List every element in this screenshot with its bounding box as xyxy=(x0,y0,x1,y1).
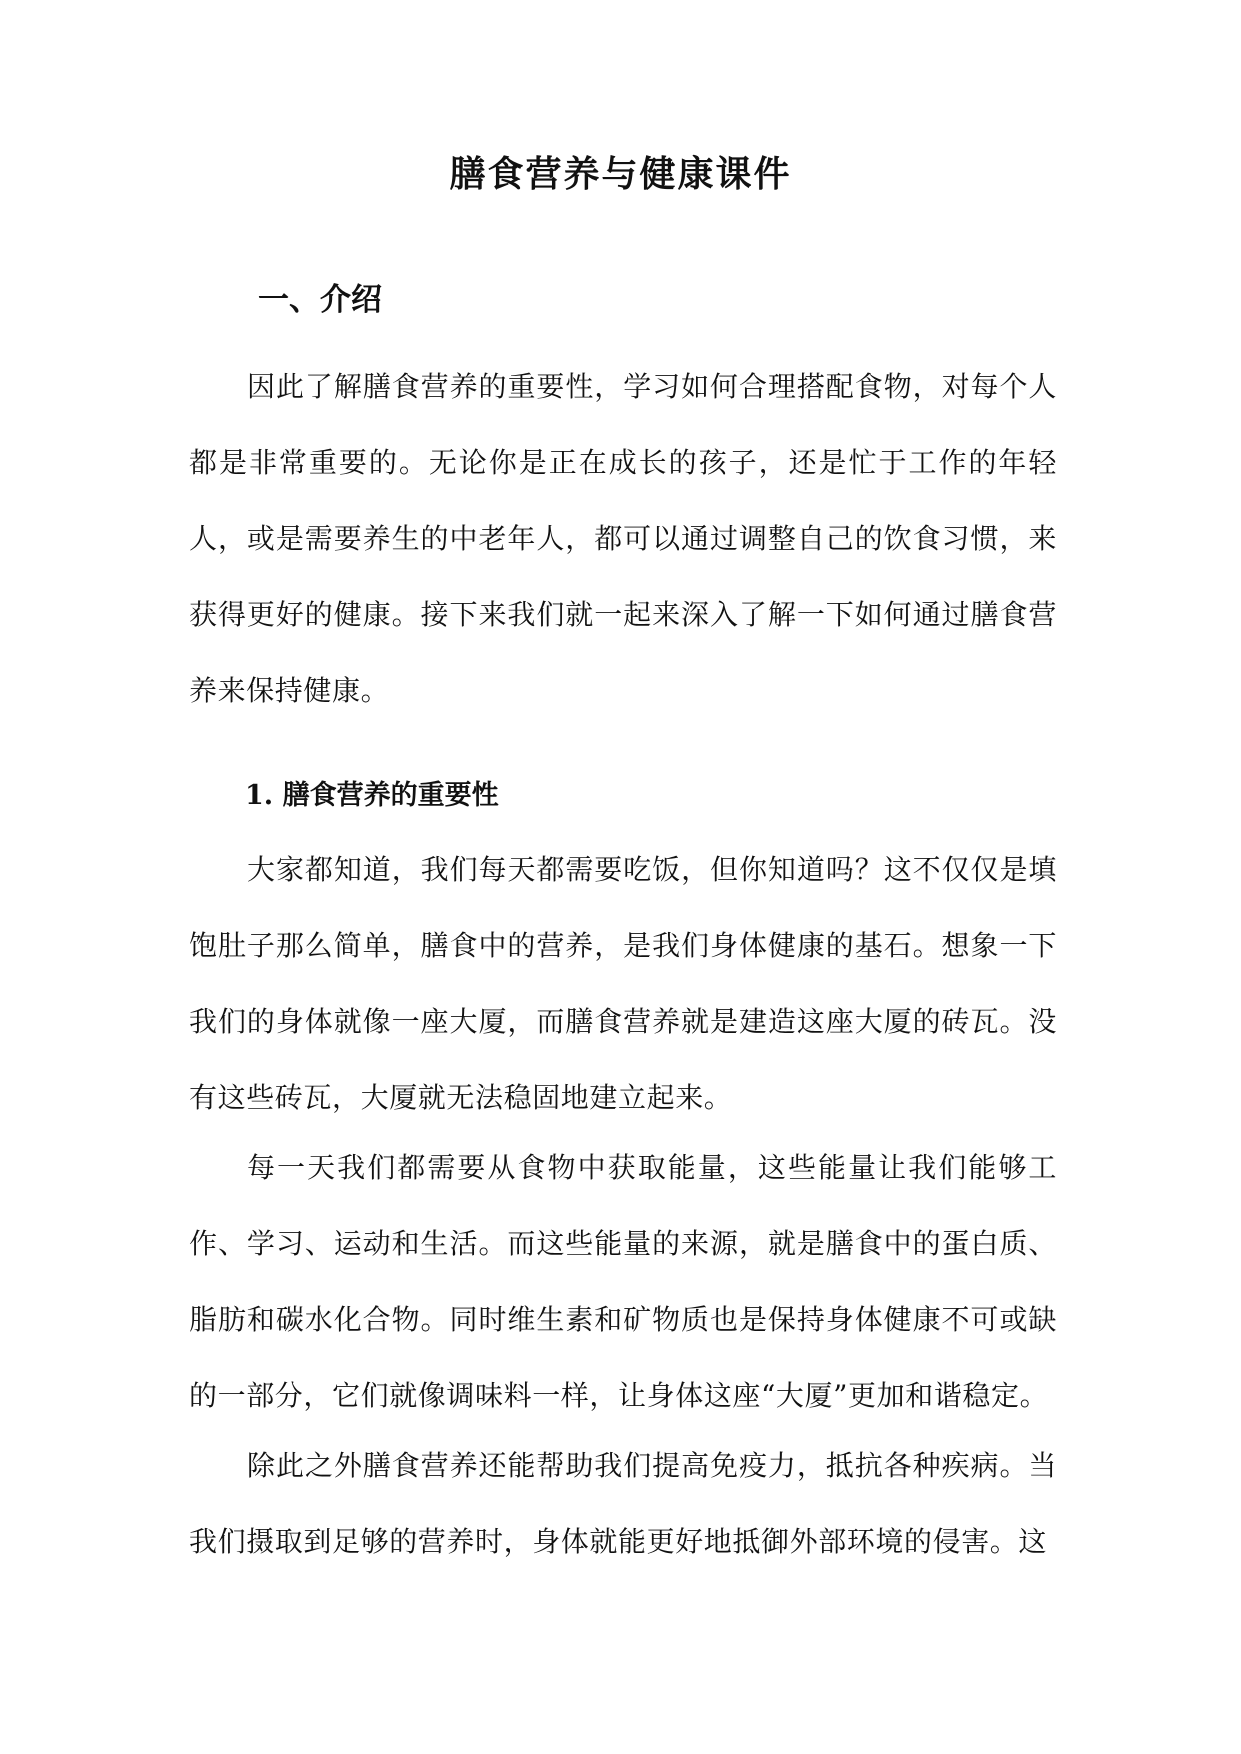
section-heading-introduction: 一、介绍 xyxy=(258,282,382,318)
intro-paragraph: 因此了解膳食营养的重要性，学习如何合理搭配食物，对每个人都是非常重要的。无论你是正在成长的孩子，还是忙于工作的年轻人，或是需要养生的中老年人，都可以通过调整自己的饮食习惯，来获得更好的健康。接下来我们就一起来深入了解一下如何通过膳食营养来保持健康。 xyxy=(189,370,1057,707)
document-title: 膳食营养与健康课件 xyxy=(449,153,792,195)
subsection-heading-importance: 1. 膳食营养的重要性 xyxy=(245,780,499,811)
body-paragraph: 每一天我们都需要从食物中获取能量，这些能量让我们能够工作、学习、运动和生活。而这些能量的来源，就是膳食中的蛋白质、脂肪和碳水化合物。同时维生素和矿物质也是保持身体健康不可或缺的一部分，它们就像调味料一样，让身体这座“大厦”更加和谐稳定。 xyxy=(189,1151,1057,1412)
body-paragraph: 大家都知道，我们每天都需要吃饭，但你知道吗？这不仅仅是填饱肚子那么简单，膳食中的营养，是我们身体健康的基石。想象一下我们的身体就像一座大厦，而膳食营养就是建造这座大厦的砖瓦。没有这些砖瓦，大厦就无法稳固地建立起来。 xyxy=(189,853,1057,1114)
body-paragraph: 除此之外膳食营养还能帮助我们提高免疫力，抵抗各种疾病。当我们摄取到足够的营养时，身体就能更好地抵御外部环境的侵害。这 xyxy=(189,1449,1057,1558)
